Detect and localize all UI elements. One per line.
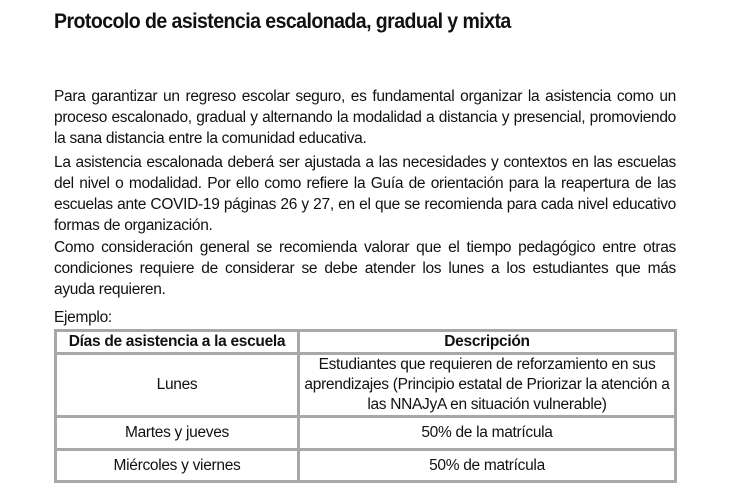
header-description: Descripción xyxy=(299,331,676,354)
table-row xyxy=(56,450,676,482)
page-title: Protocolo de asistencia escalonada, gradual y mixta xyxy=(54,10,511,33)
table-row xyxy=(56,354,676,417)
cell-description: 50% de matrícula xyxy=(299,450,676,482)
cell-day: Martes y jueves xyxy=(56,417,299,450)
table-header-row xyxy=(56,331,676,354)
cell-day: Lunes xyxy=(56,354,299,417)
cell-description: 50% de la matrícula xyxy=(299,417,676,450)
cell-description: Estudiantes que requieren de reforzamiento en sus aprendizajes (Principio estatal de Priorizar la atención a las NNAJyA en situación vulnerable) xyxy=(299,354,676,417)
header-days: Días de asistencia a la escuela xyxy=(56,331,299,354)
example-label: Ejemplo: xyxy=(54,309,112,326)
paragraph-intro: Para garantizar un regreso escolar seguro, es fundamental organizar la asistencia como un proceso escalonado, gradual y alternando la modalidad a distancia y presencial, promoviendo la sana distancia entre la comunidad educativa. xyxy=(54,88,676,147)
paragraph-staggered-attendance: La asistencia escalonada deberá ser ajustada a las necesidades y contextos en las escuelas del nivel o modalidad. Por ello como refiere la Guía de orientación para la reapertura de las escuelas ante COVID-19 páginas 26 y 27, en el que se recomienda para cada nivel educativo formas de organización. xyxy=(54,154,676,234)
paragraph-general-consideration: Como consideración general se recomienda valorar que el tiempo pedagógico entre otras condiciones requiere de considerar se debe atender los lunes a los estudiantes que más ayuda requieren. xyxy=(54,239,676,298)
cell-day: Miércoles y viernes xyxy=(56,450,299,482)
table-row xyxy=(56,417,676,450)
attendance-table xyxy=(54,329,677,483)
